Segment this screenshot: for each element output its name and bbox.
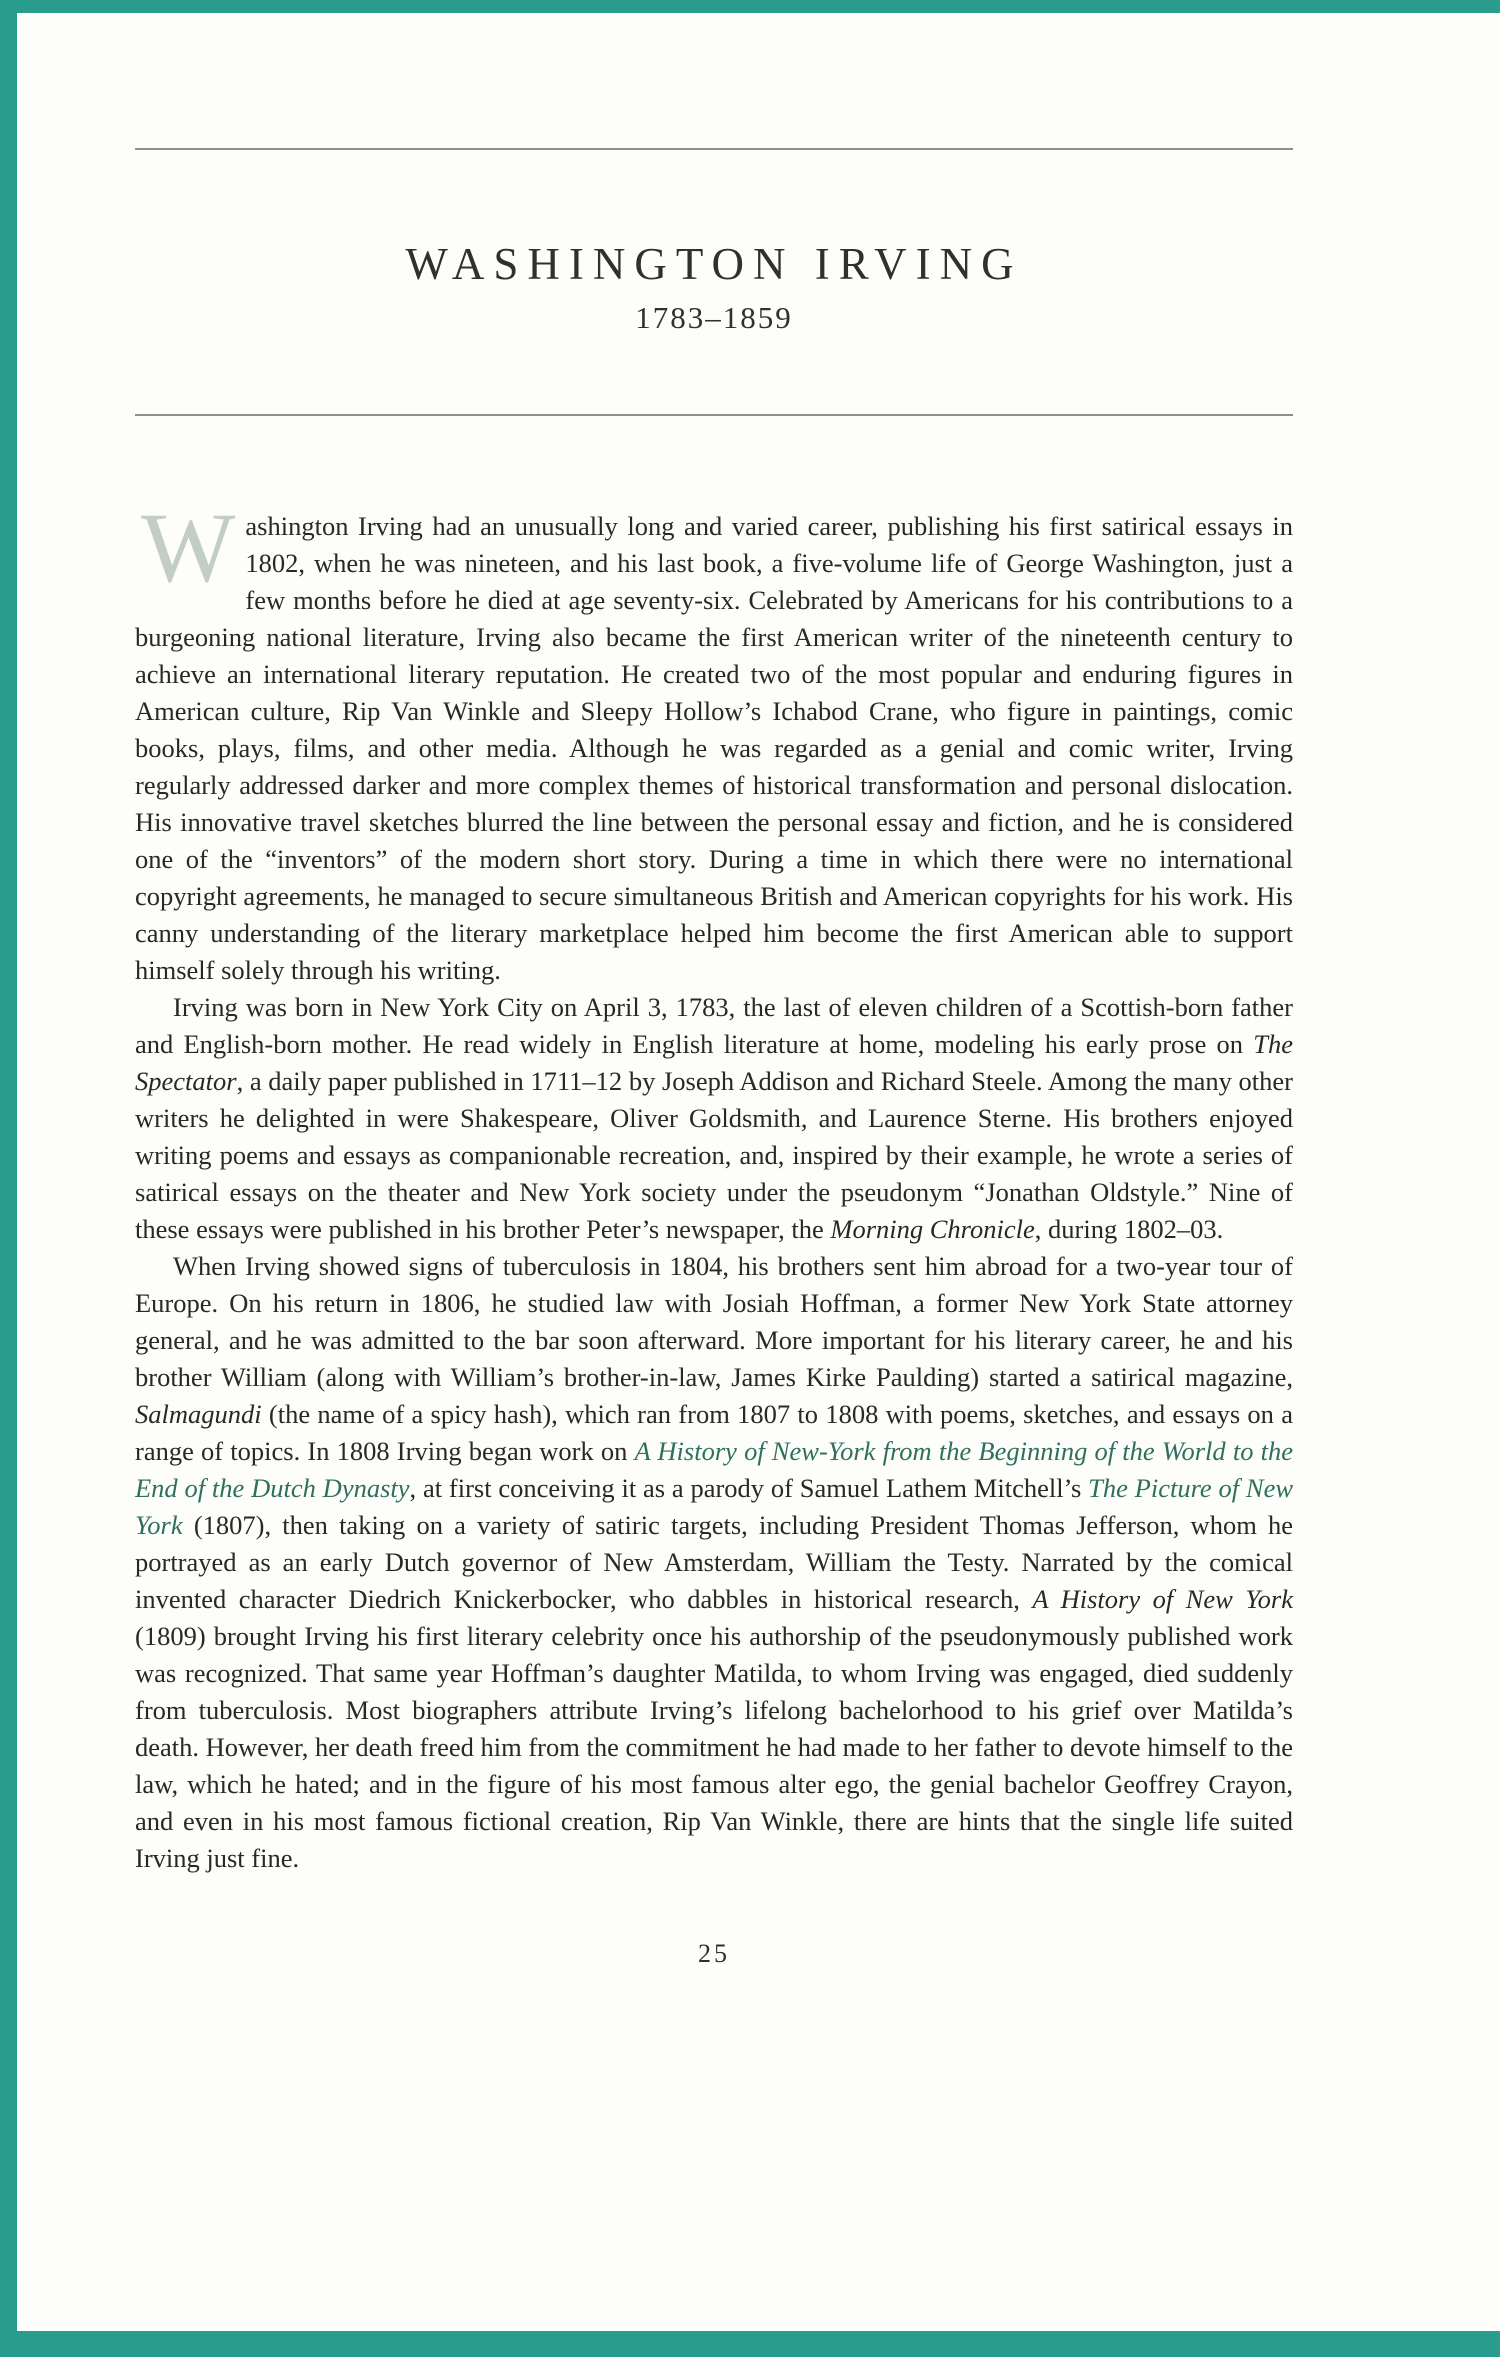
book-title-italic: The Spectator xyxy=(135,1029,1293,1096)
paragraph-1 xyxy=(135,492,1293,989)
author-dates: 1783–1859 xyxy=(635,300,793,335)
body-text-run: , a daily paper published in 1711–12 by Joseph Addison and Richard Steele. Among the many other writers he delighted in were Shakespeare, Oliver Goldsmith, and Laurence Sterne. His brothers enjoyed writing poems and essays as companionable recreation, and, inspired by their example, he wrote a series of satirical essays on the theater and New York society under the pseudonym “Jonathan Oldstyle.” Nine of these essays were published in his brother Peter’s newspaper, the xyxy=(135,1066,1293,1244)
paragraph-2 xyxy=(135,989,1293,1248)
body-text-run: Irving was born in New York City on April 3, 1783, the last of eleven children of a Scottish-born father and English-born mother. He read widely in English literature at home, modeling his early prose on xyxy=(135,992,1293,1059)
author-name-heading: WASHINGTON IRVING xyxy=(405,239,1023,289)
body-text-run: When Irving showed signs of tuberculosis in 1804, his brothers sent him abroad for a two-year tour of Europe. On his return in 1806, he studied law with Josiah Hoffman, a former New York State attorney general, and he was admitted to the bar soon afterward. More important for his literary career, he and his brother William (along with William’s brother-in-law, James Kirke Paulding) started a satirical magazine, xyxy=(135,1251,1293,1392)
book-edge-bottom xyxy=(0,2331,1500,2357)
page-number: 25 xyxy=(698,1939,730,1968)
bottom-divider-rule xyxy=(135,414,1293,416)
body-text-run: , during 1802–03. xyxy=(1034,1214,1224,1244)
book-edge-left xyxy=(0,0,17,2357)
body-text-run: (1809) brought Irving his first literary celebrity once his authorship of the pseudonymously published work was recognized. That same year Hoffman’s daughter Matilda, to whom Irving was engaged, died suddenly from tuberculosis. Most biographers attribute Irving’s lifelong bachelorhood to his grief over Matilda’s death. However, her death freed him from the commitment he had made to her father to devote himself to the law, which he hated; and in the figure of his most famous alter ego, the genial bachelor Geoffrey Crayon, and even in his most famous fictional creation, Rip Van Winkle, there are hints that the single life suited Irving just fine. xyxy=(135,1621,1293,1873)
drop-cap-letter: W xyxy=(141,492,236,603)
body-text-run: (the name of a spicy hash), which ran from 1807 to 1808 with poems, sketches, and essays on a range of topics. In 1808 Irving began work on xyxy=(135,1399,1293,1466)
book-title-italic: A History of New-York from the Beginning of the World to the End of the Dutch Dynasty xyxy=(135,1436,1294,1503)
book-title-italic: The Picture of New York xyxy=(135,1473,1294,1540)
body-text-run: , at first conceiving it as a parody of Samuel Lathem Mitchell’s xyxy=(409,1473,1089,1503)
book-title-italic: A History of New York xyxy=(1032,1584,1293,1614)
book-title-italic: Morning Chronicle xyxy=(830,1214,1035,1244)
paragraph-3 xyxy=(135,1248,1293,1877)
book-title-italic: Salmagundi xyxy=(135,1399,262,1429)
body-text-run: (1807), then taking on a variety of satiric targets, including President Thomas Jefferson, whom he portrayed as an early Dutch governor of New Amsterdam, William the Testy. Narrated by the comical invented character Diedrich Knickerbocker, who dabbles in historical research, xyxy=(135,1510,1293,1614)
body-text-run: ashington Irving had an unusually long and varied career, publishing his first satirical essays in 1802, when he was nineteen, and his last book, a five-volume life of George Washington, just a few months before he died at age seventy-six. Celebrated by Americans for his contributions to a burgeoning national literature, Irving also became the first American writer of the nineteenth century to achieve an international literary reputation. He created two of the most popular and enduring figures in American culture, Rip Van Winkle and Sleepy Hollow’s Ichabod Crane, who figure in paintings, comic books, plays, films, and other media. Although he was regarded as a genial and comic writer, Irving regularly addressed darker and more complex themes of historical transformation and personal dislocation. His innovative travel sketches blurred the line between the personal essay and fiction, and he is considered one of the “inventors” of the modern short story. During a time in which there were no international copyright agreements, he managed to secure simultaneous British and American copyrights for his work. His canny understanding of the literary marketplace helped him become the first American able to support himself solely through his writing. xyxy=(135,511,1293,985)
scanned-book-page xyxy=(135,0,1293,1969)
top-divider-rule xyxy=(135,148,1293,150)
biography-text xyxy=(135,492,1294,1877)
